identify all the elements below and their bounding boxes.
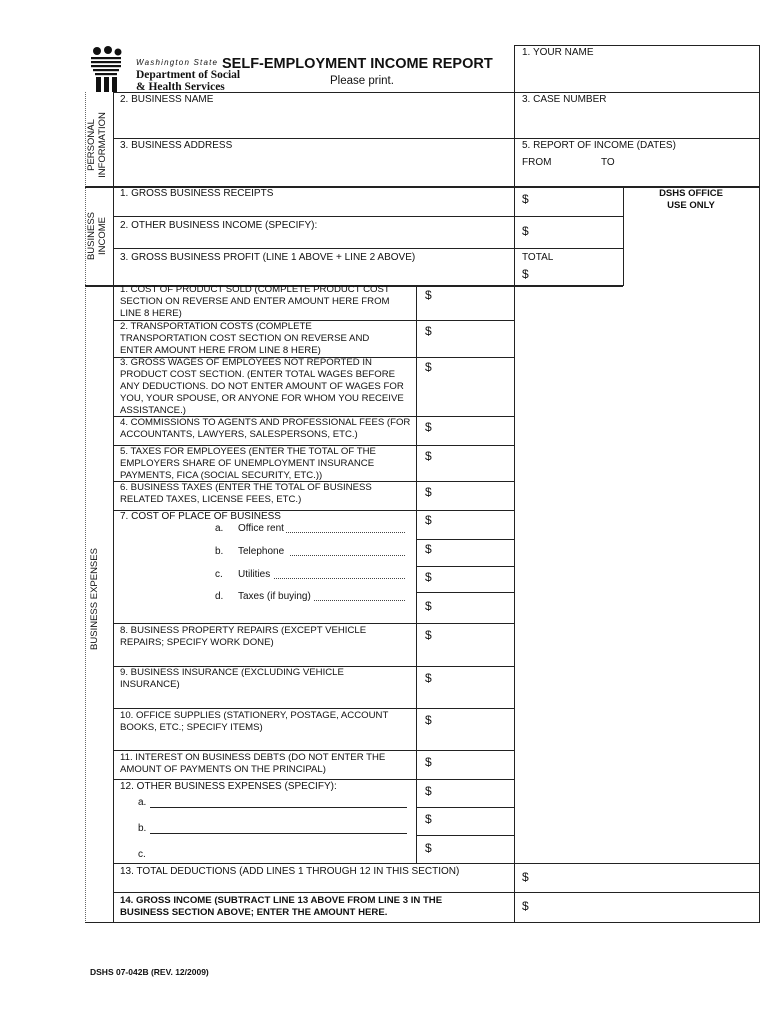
expense-6-label: 6. BUSINESS TAXES (ENTER THE TOTAL OF BUSINESS RELATED TAXES, LICENSE FEES, ETC.)	[120, 482, 372, 505]
expense-11-amount[interactable]: $	[425, 755, 432, 769]
case-number-field[interactable]: 3. CASE NUMBER	[522, 94, 607, 105]
expense-12b-letter: b.	[138, 823, 147, 834]
dshs-logo	[88, 46, 124, 94]
expense-7c-letter: c.	[215, 569, 223, 580]
expense-10-label: 10. OFFICE SUPPLIES (STATIONERY, POSTAGE, ACCOUNT BOOKS, ETC.; SPECIFY ITEMS)	[120, 710, 389, 733]
expense-7-label: 7. COST OF PLACE OF BUSINESS	[120, 511, 281, 522]
expense-8-amount[interactable]: $	[425, 628, 432, 642]
department-name-2: & Health Services	[136, 81, 225, 93]
business-name-field[interactable]: 2. BUSINESS NAME	[120, 94, 214, 105]
gross-profit-amount[interactable]: $	[522, 267, 529, 281]
expense-12a-amount[interactable]: $	[425, 812, 432, 826]
form-title: SELF-EMPLOYMENT INCOME REPORT	[222, 56, 493, 72]
business-income-label: BUSINESS INCOME	[86, 211, 108, 261]
expense-7a-amount[interactable]: $	[425, 513, 432, 527]
expense-7c-amount[interactable]: $	[425, 570, 432, 584]
expense-7d-amount[interactable]: $	[425, 599, 432, 613]
expense-12a-letter: a.	[138, 797, 147, 808]
other-income-label: 2. OTHER BUSINESS INCOME (SPECIFY):	[120, 220, 318, 231]
to-date-field[interactable]: TO	[601, 157, 615, 168]
from-date-field[interactable]: FROM	[522, 157, 552, 168]
expense-12c-letter: c.	[138, 849, 146, 860]
form-number: DSHS 07-042B (REV. 12/2009)	[90, 967, 209, 977]
expense-8-label: 8. BUSINESS PROPERTY REPAIRS (EXCEPT VEHICLE REPAIRS; SPECIFY WORK DONE)	[120, 625, 367, 648]
expense-11-label: 11. INTEREST ON BUSINESS DEBTS (DO NOT ENTER THE AMOUNT OF PAYMENTS ON THE PRINCIPAL)	[120, 752, 386, 775]
your-name-field[interactable]: 1. YOUR NAME	[522, 47, 594, 58]
personal-information-label: PERSONAL INFORMATION	[86, 112, 108, 178]
expense-12a-input[interactable]	[150, 807, 407, 808]
expense-6-amount[interactable]: $	[425, 485, 432, 499]
gross-income-label: 14. GROSS INCOME (SUBTRACT LINE 13 ABOVE FROM LINE 3 IN THE BUSINESS SECTION ABOVE; ENTER THE AMOUNT HERE.	[120, 895, 443, 918]
expense-7d-letter: d.	[215, 591, 224, 602]
expense-10-amount[interactable]: $	[425, 713, 432, 727]
expense-7a-label: Office rent	[238, 523, 284, 534]
dshs-logo-icon	[88, 46, 124, 94]
business-expenses-label: BUSINESS EXPENSES	[89, 548, 100, 650]
expense-7b-label: Telephone	[238, 546, 285, 557]
expense-7b-letter: b.	[215, 546, 224, 557]
expense-4-amount[interactable]: $	[425, 420, 432, 434]
expense-3-label: 3. GROSS WAGES OF EMPLOYEES NOT REPORTED IN PRODUCT COST SECTION. (ENTER TOTAL WAGES BEFORE ANY DEDUCTIONS. DO NOT ENTER AMOUNT OF WAGES FOR YOU, YOUR SPOUSE, OR ANYONE FOR WHOM YOU RECEIVE ASSISTANCE.)	[120, 357, 404, 416]
expense-5-label: 5. TAXES FOR EMPLOYEES (ENTER THE TOTAL OF THE EMPLOYERS SHARE OF UNEMPLOYMENT INSURANCE PAYMENTS, FICA (SOCIAL SECURITY, ETC.))	[120, 446, 376, 481]
expense-9-amount[interactable]: $	[425, 671, 432, 685]
expense-12b-amount[interactable]: $	[425, 841, 432, 855]
total-deductions-label: 13. TOTAL DEDUCTIONS (ADD LINES 1 THROUGH 12 IN THIS SECTION)	[120, 866, 460, 877]
other-income-amount[interactable]: $	[522, 224, 529, 238]
expense-5-amount[interactable]: $	[425, 449, 432, 463]
office-use-label: DSHS OFFICE	[659, 188, 723, 199]
form-subtitle: Please print.	[330, 75, 394, 87]
gross-receipts-label: 1. GROSS BUSINESS RECEIPTS	[120, 188, 274, 199]
state-label: Washington State	[136, 58, 219, 67]
gross-income-amount[interactable]: $	[522, 899, 529, 913]
expense-7d-label: Taxes (if buying)	[238, 591, 311, 602]
expense-2-amount[interactable]: $	[425, 324, 432, 338]
total-label: TOTAL	[522, 252, 554, 263]
expense-3-amount[interactable]: $	[425, 360, 432, 374]
expense-7b-amount[interactable]: $	[425, 542, 432, 556]
expense-12b-input[interactable]	[150, 833, 407, 834]
expense-9-label: 9. BUSINESS INSURANCE (EXCLUDING VEHICLE INSURANCE)	[120, 667, 344, 690]
expense-1-label: 1. COST OF PRODUCT SOLD (COMPLETE PRODUCT COST SECTION ON REVERSE AND ENTER AMOUNT HERE FROM LINE 8 HERE)	[120, 284, 390, 319]
expense-2-label: 2. TRANSPORTATION COSTS (COMPLETE TRANSPORTATION COST SECTION ON REVERSE AND ENTER AMOUNT HERE FROM LINE 8 HERE)	[120, 321, 370, 356]
department-name: Department of Social	[136, 69, 241, 81]
expense-12-amount[interactable]: $	[425, 784, 432, 798]
total-deductions-amount[interactable]: $	[522, 870, 529, 884]
expense-7a-letter: a.	[215, 523, 224, 534]
business-address-field[interactable]: 3. BUSINESS ADDRESS	[120, 140, 233, 151]
expense-7c-label: Utilities	[238, 569, 271, 580]
report-dates-label: 5. REPORT OF INCOME (DATES)	[522, 140, 676, 151]
expense-4-label: 4. COMMISSIONS TO AGENTS AND PROFESSIONAL FEES (FOR ACCOUNTANTS, LAWYERS, SALESPERSONS, ETC.)	[120, 417, 411, 440]
gross-receipts-amount[interactable]: $	[522, 192, 529, 206]
expense-12-label: 12. OTHER BUSINESS EXPENSES (SPECIFY):	[120, 781, 337, 792]
gross-profit-label: 3. GROSS BUSINESS PROFIT (LINE 1 ABOVE + LINE 2 ABOVE)	[120, 252, 416, 263]
office-use-label-2: USE ONLY	[667, 200, 715, 211]
expense-1-amount[interactable]: $	[425, 288, 432, 302]
